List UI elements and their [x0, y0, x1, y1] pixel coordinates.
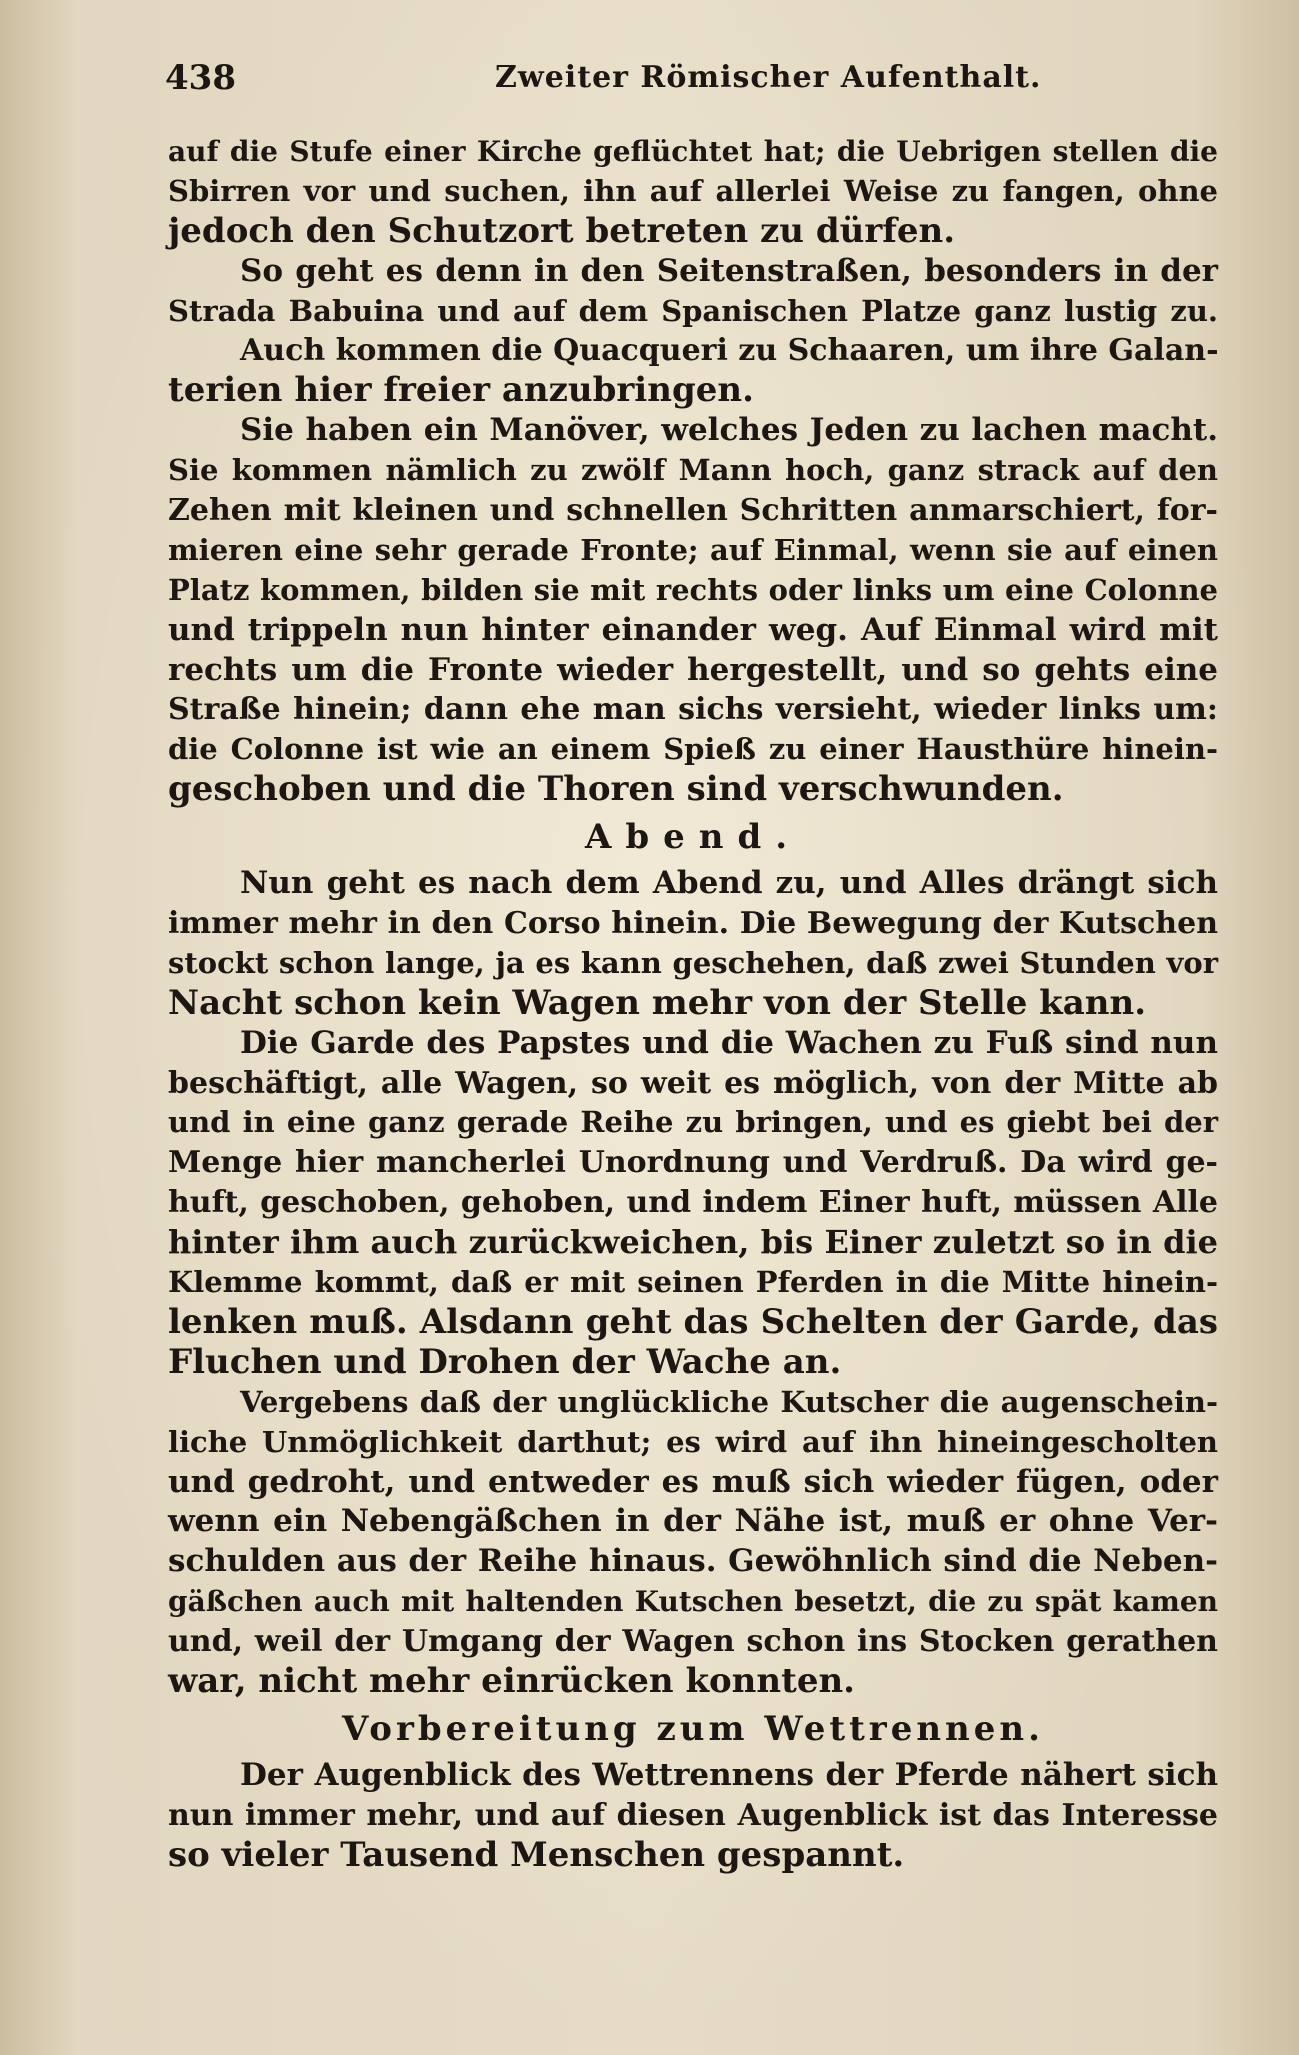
text-line: liche Unmöglichkeit darthut; es wird auf ihn hineingescholten: [168, 1424, 1218, 1459]
text-line: Auch kommen die Quacqueri zu Schaaren, um ihre Galan-: [240, 333, 1219, 369]
text-line: lenken muß. Alsdann geht das Schelten der Garde, das: [168, 1301, 1218, 1342]
text-line: Nun geht es nach dem Abend zu, und Alles drängt sich: [240, 865, 1218, 902]
text-line: und trippeln nun hinter einander weg. Auf Einmal wird mit: [168, 611, 1218, 648]
text-line: so vieler Tausend Menschen gespannt.: [168, 1834, 905, 1875]
text-line: schulden aus der Reihe hinaus. Gewöhnlich sind die Neben-: [168, 1543, 1218, 1580]
text-line: Klemme kommt, daß er mit seinen Pferden in die Mitte hinein-: [168, 1265, 1218, 1300]
text-line: Der Augenblick des Wettrennens der Pferde nähert sich: [240, 1756, 1218, 1793]
text-line: rechts um die Fronte wieder hergestellt, und so gehts eine: [168, 651, 1218, 688]
text-line: terien hier freier anzubringen.: [168, 370, 754, 411]
text-line: und in eine ganz gerade Reihe zu bringen, und es giebt bei der: [168, 1105, 1218, 1140]
text-line: immer mehr in den Corso hinein. Die Bewegung der Kutschen: [168, 906, 1218, 942]
text-line: jedoch den Schutzort betreten zu dürfen.: [168, 210, 956, 251]
text-line: Fluchen und Drohen der Wache an.: [168, 1341, 842, 1382]
text-line: Nacht schon kein Wagen mehr von der Stelle kann.: [168, 982, 1147, 1023]
text-line: auf die Stufe einer Kirche geflüchtet hat; die Uebrigen stellen die: [168, 135, 1218, 168]
text-line: und gedroht, und entweder es muß sich wieder fügen, oder: [168, 1463, 1218, 1500]
text-line: Vergebens daß der unglückliche Kutscher die augenschein-: [240, 1384, 1218, 1419]
text-line: So geht es denn in den Seitenstraßen, besonders in der: [240, 252, 1218, 289]
text-line: gäßchen auch mit haltenden Kutschen besetzt, die zu spät kamen: [168, 1585, 1218, 1619]
text-line: hinter ihm auch zurückweichen, bis Einer zuletzt so in die: [168, 1223, 1218, 1262]
text-line: Sbirren vor und suchen, ihn auf allerlei Weise zu fangen, ohne: [168, 173, 1218, 208]
text-line: stockt schon lange, ja es kann geschehen, daß zwei Stunden vor: [168, 945, 1218, 980]
text-line: nun immer mehr, und auf diesen Augenblick ist das Interesse: [168, 1797, 1218, 1833]
body-text: [168, 132, 1218, 1876]
page-number: 438: [165, 58, 236, 98]
text-line: Zehen mit kleinen und schnellen Schritten anmarschiert, for-: [168, 493, 1218, 529]
text-line: Strada Babuina und auf dem Spanischen Platze ganz lustig zu.: [168, 293, 1218, 328]
text-line: mieren eine sehr gerade Fronte; auf Einmal, wenn sie auf einen: [168, 532, 1218, 567]
text-line: Sie haben ein Manöver, welches Jeden zu lachen macht.: [240, 412, 1218, 449]
section-heading-vorbereitung: Vorbereitung zum Wettrennen.: [342, 1708, 1044, 1749]
text-line: Sie kommen nämlich zu zwölf Mann hoch, ganz strack auf den: [168, 453, 1218, 488]
text-line: die Colonne ist wie an einem Spieß zu einer Hausthüre hinein-: [168, 732, 1218, 767]
text-line: geschoben und die Thoren sind verschwunden.: [168, 769, 1064, 810]
running-title: Zweiter Römischer Aufenthalt.: [495, 60, 1042, 95]
text-line: beschäftigt, alle Wagen, so weit es möglich, von der Mitte ab: [168, 1065, 1218, 1101]
text-line: war, nicht mehr einrücken konnten.: [168, 1660, 856, 1701]
text-line: huft, geschoben, gehoben, und indem Einer huft, müssen Alle: [168, 1185, 1218, 1221]
text-line: und, weil der Umgang der Wagen schon ins Stocken gerathen: [168, 1624, 1218, 1660]
text-line: Die Garde des Papstes und die Wachen zu Fuß sind nun: [240, 1024, 1218, 1061]
text-line: wenn ein Nebengäßchen in der Nähe ist, muß er ohne Ver-: [168, 1503, 1218, 1540]
text-line: Straße hinein; dann ehe man sichs versieht, wieder links um:: [168, 692, 1218, 728]
section-heading-abend: Abend.: [584, 817, 802, 858]
text-line: Platz kommen, bilden sie mit rechts oder links um eine Colonne: [168, 572, 1218, 607]
page-header: [165, 58, 1145, 108]
text-line: Menge hier mancherlei Unordnung und Verdruß. Da wird ge-: [168, 1145, 1218, 1181]
